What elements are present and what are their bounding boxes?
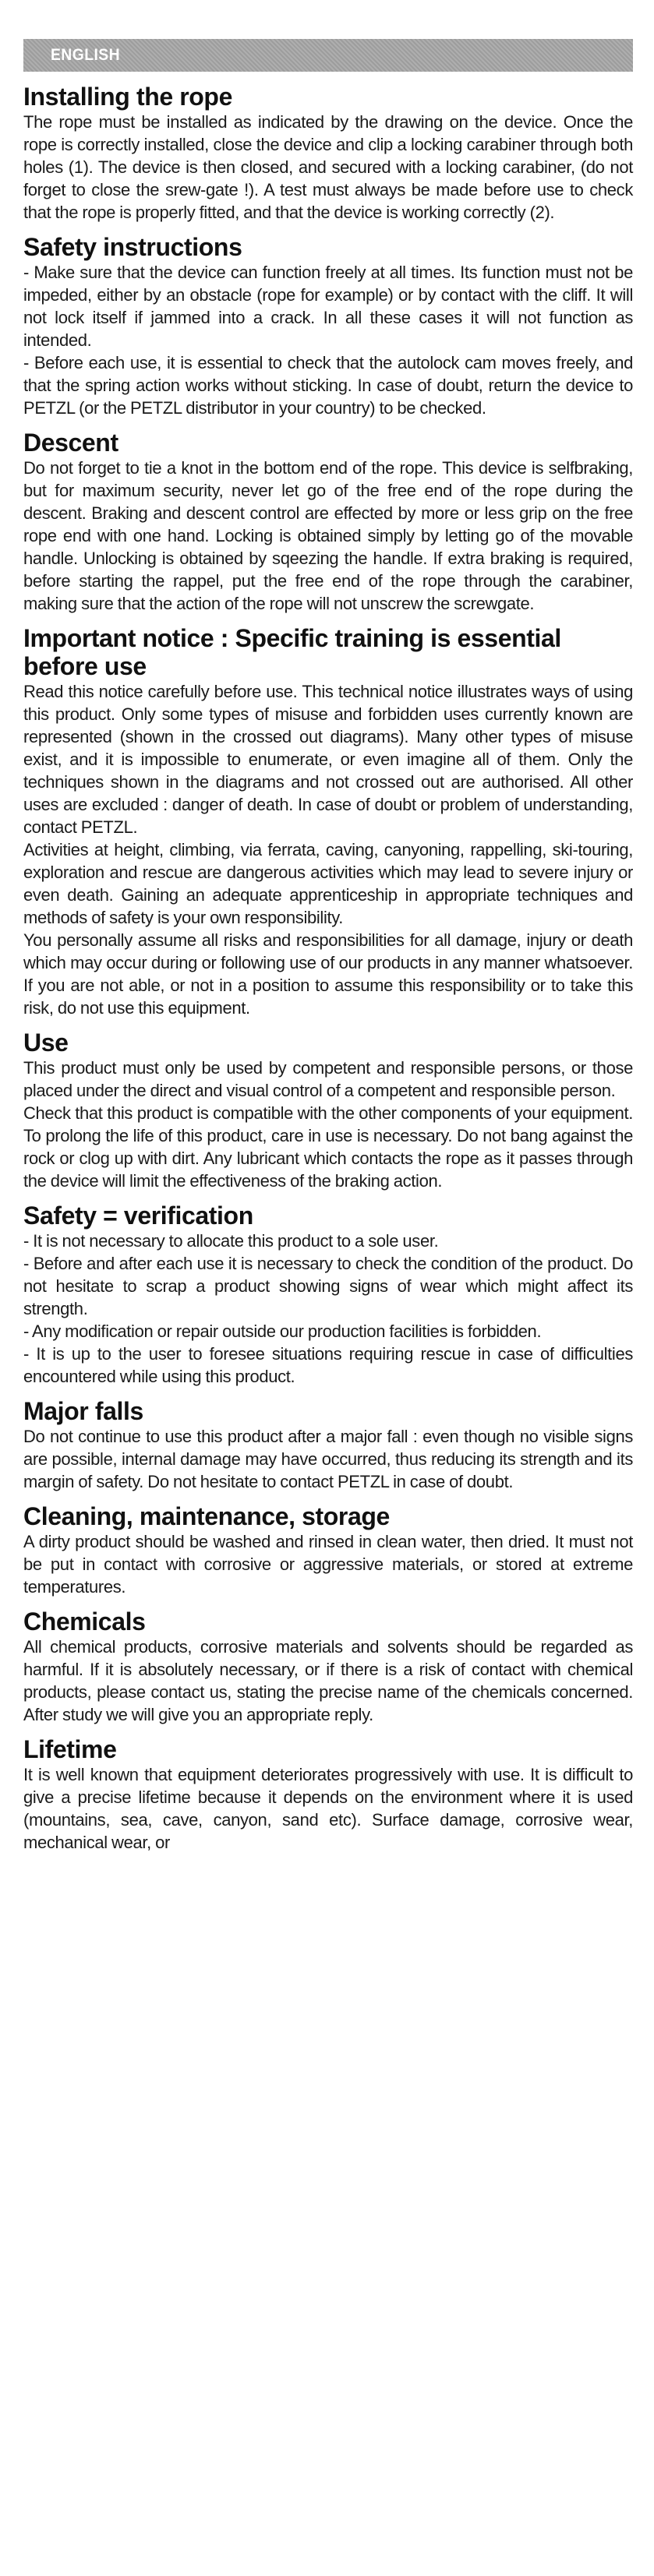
section-paragraph: The rope must be installed as indicated by the drawing on the device. Once the rope is correctly installed, close the device and clip a locking carabiner through both holes (1). The device is then closed, and secured with a locking carabiner, (do not forget to close the srew-gate !). A test must always be made before use to check that the rope is properly fitted, and that the device is working correctly (2). xyxy=(23,112,633,222)
section-lifetime xyxy=(23,1735,633,1854)
section-paragraph: It is well known that equipment deteriorates progressively with use. It is difficult to give a precise lifetime because it depends on the environment where it is used (mountains, sea, cave, canyon, sand etc). Surface damage, corrosive wear, mechanical wear, or xyxy=(23,1765,633,1852)
section-paragraph: Read this notice carefully before use. This technical notice illustrates ways of using this product. Only some types of misuse and forbidden uses currently known are represented (shown in the crossed out diagrams). Many other types of misuse exist, and it is impossible to enumerate, or even imagine all of them. Only the techniques shown in the diagrams and not crossed out are authorised. All other uses are excluded : danger of death. In case of doubt or problem of understanding, contact PETZL. xyxy=(23,682,633,837)
section-heading: Cleaning, maintenance, storage xyxy=(23,1502,390,1530)
section-paragraph: - Before each use, it is essential to check that the autolock cam moves freely, and that the spring action works without sticking. In case of doubt, return the device to PETZL (or the PETZL distributor in your country) to be checked. xyxy=(23,353,633,418)
section-heading: Safety instructions xyxy=(23,233,242,261)
section-heading: Lifetime xyxy=(23,1735,117,1763)
sections-container xyxy=(23,83,633,1854)
section-important-notice-specific-training-is-essential-before-use xyxy=(23,624,633,1019)
section-paragraph: Do not forget to tie a knot in the bottom end of the rope. This device is selfbraking, but for maximum security, never let go of the free end of the rope during the descent. Braking and descent control are effected by more or less grip on the free rope end with one hand. Locking is obtained simply by letting go of the movable handle. Unlocking is obtained by sqeezing the handle. If extra braking is required, before starting the rappel, put the free end of the rope through the carabiner, making sure that the action of the rope will not unscrew the screwgate. xyxy=(23,458,633,613)
section-paragraph: This product must only be used by competent and responsible persons, or those placed under the direct and visual control of a competent and responsible person. xyxy=(23,1058,633,1100)
language-banner xyxy=(23,39,633,72)
section-heading: Safety = verification xyxy=(23,1202,253,1230)
section-paragraph: All chemical products, corrosive materials and solvents should be regarded as harmful. If it is absolutely necessary, or if there is a risk of contact with chemical products, please contact us, stating the precise name of the chemicals concerned. After study we will give you an appropriate reply. xyxy=(23,1637,633,1724)
section-installing-the-rope xyxy=(23,83,633,224)
section-safety-instructions xyxy=(23,233,633,419)
section-paragraph: - Make sure that the device can function freely at all times. Its function must not be impeded, either by an obstacle (rope for example) or by contact with the cliff. It will not lock itself if jammed into a crack. In all these cases it will not function as intended. xyxy=(23,263,633,350)
section-paragraph: - Before and after each use it is necessary to check the condition of the product. Do not hesitate to scrap a product showing signs of wear which might affect its strength. xyxy=(23,1254,633,1318)
section-descent xyxy=(23,429,633,615)
section-heading: Important notice : Specific training is essential before use xyxy=(23,624,561,680)
section-paragraph: - It is up to the user to foresee situations requiring rescue in case of difficulties encountered while using this product. xyxy=(23,1344,633,1386)
section-safety-verification xyxy=(23,1202,633,1388)
language-label: ENGLISH xyxy=(50,46,121,64)
section-heading: Descent xyxy=(23,429,118,457)
section-paragraph: Activities at height, climbing, via ferrata, caving, canyoning, rappelling, ski-touring, exploration and rescue are dangerous activities which may lead to severe injury or even death. Gaining an adequate apprenticeship in appropriate techniques and methods of safety is your own responsibility. xyxy=(23,840,633,927)
section-use xyxy=(23,1029,633,1192)
section-paragraph: - Any modification or repair outside our production facilities is forbidden. xyxy=(23,1322,542,1341)
section-paragraph: Check that this product is compatible with the other components of your equipment. To prolong the life of this product, care in use is necessary. Do not bang against the rock or clog up with dirt. Any lubricant which contacts the rope as it passes through the device will limit the effectiveness of the braking action. xyxy=(23,1103,633,1191)
section-heading: Major falls xyxy=(23,1397,143,1425)
section-chemicals xyxy=(23,1607,633,1726)
section-major-falls xyxy=(23,1397,633,1493)
section-heading: Use xyxy=(23,1029,69,1057)
section-heading: Chemicals xyxy=(23,1607,146,1636)
section-paragraph: Do not continue to use this product after a major fall : even though no visible signs are possible, internal damage may have occurred, thus reducing its strength and its margin of safety. Do not hesitate to contact PETZL in case of doubt. xyxy=(23,1427,633,1491)
section-paragraph: - It is not necessary to allocate this product to a sole user. xyxy=(23,1231,439,1251)
section-paragraph: You personally assume all risks and responsibilities for all damage, injury or death which may occur during or following use of our products in any manner whatsoever. If you are not able, or not in a position to assume this responsibility or to take this risk, do not use this equipment. xyxy=(23,930,633,1018)
section-paragraph: A dirty product should be washed and rinsed in clean water, then dried. It must not be put in contact with corrosive or aggressive materials, or stored at extreme temperatures. xyxy=(23,1532,633,1597)
section-cleaning-maintenance-storage xyxy=(23,1502,633,1598)
document-page xyxy=(23,0,633,1854)
section-heading: Installing the rope xyxy=(23,83,232,111)
